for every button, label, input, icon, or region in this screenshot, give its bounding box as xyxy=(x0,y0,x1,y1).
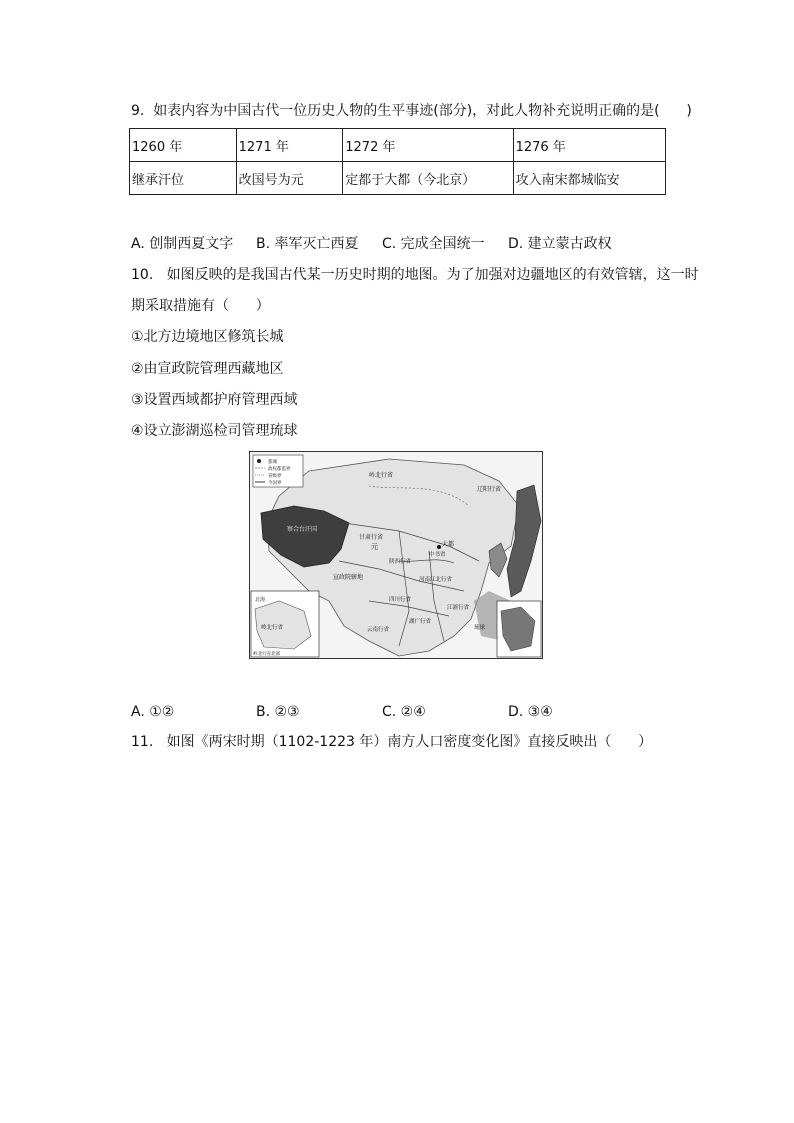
legend-national: 今国界 xyxy=(268,481,282,486)
table-cell-event: 继承汗位 xyxy=(130,162,237,195)
q10-option-c: C. ②④ xyxy=(382,704,426,720)
label-dadu: 大都 xyxy=(442,541,455,548)
table-cell-event: 改国号为元 xyxy=(236,162,343,195)
q10-item-4: ④设立澎湖巡检司管理琉球 xyxy=(131,423,298,439)
q10-option-d: D. ③④ xyxy=(508,704,553,720)
q10-item-3: ③设置西域都护府管理西域 xyxy=(131,392,298,408)
label-chagatai: 察合台汗国 xyxy=(287,526,318,533)
table-row xyxy=(130,162,666,195)
label-xuanzheng: 宣政院辖地 xyxy=(333,574,364,581)
table-cell-event: 定都于大都（今北京） xyxy=(343,162,513,195)
label-liaoyang: 辽阳行省 xyxy=(477,486,502,493)
q9-option-a: A. 创制西夏文字 xyxy=(131,236,234,252)
q9-stem: 9. 如表内容为中国古代一位历史人物的生平事迹(部分)，对此人物补充说明正确的是( ) xyxy=(131,103,692,119)
inset-region-label: 北海 xyxy=(255,597,266,603)
table-cell-year: 1276 年 xyxy=(513,129,665,162)
q10-stem-line2: 期采取措施有（ ） xyxy=(131,298,270,314)
q10-option-a: A. ①② xyxy=(131,704,175,720)
inset-province-label: 岭北行省 xyxy=(261,625,284,631)
capital-marker xyxy=(437,545,441,549)
q9-option-d: D. 建立蒙古政权 xyxy=(508,236,612,252)
label-huguang: 湖广行省 xyxy=(409,619,432,625)
inset-title: 岭北行省北部 xyxy=(253,652,280,657)
label-liuqiu: 琉球 xyxy=(474,625,486,631)
label-lingbei: 岭北行省 xyxy=(369,472,394,479)
q11-stem: 11. 如图《两宋时期（1102-1223 年）南方人口密度变化图》直接反映出（ ） xyxy=(131,734,653,750)
legend-province: 省级界 xyxy=(268,474,282,479)
label-ganzhou: 甘肃行省 xyxy=(359,534,384,541)
legend-border: 政权都监界 xyxy=(268,467,291,472)
table-row xyxy=(130,129,666,162)
q10-item-2: ②由宣政院管理西藏地区 xyxy=(131,361,284,377)
label-sichuan: 四川行省 xyxy=(389,597,412,603)
table-cell-year: 1272 年 xyxy=(343,129,513,162)
q9-option-c: C. 完成全国统一 xyxy=(382,236,485,252)
q10-stem-line1: 10. 如图反映的是我国古代某一历史时期的地图。为了加强对边疆地区的有效管辖，这一时 xyxy=(131,267,699,283)
label-henan: 河南江北行省 xyxy=(419,577,453,583)
q10-option-b: B. ②③ xyxy=(256,704,300,720)
q9-table xyxy=(129,128,666,195)
label-shaanxi: 陕西行省 xyxy=(389,559,412,565)
label-zhongshu: 中书省 xyxy=(429,552,446,558)
q10-item-1: ①北方边境地区修筑长城 xyxy=(131,329,284,345)
q9-option-b: B. 率军灭亡西夏 xyxy=(256,236,359,252)
label-yuan: 元 xyxy=(371,543,378,551)
table-cell-year: 1271 年 xyxy=(236,129,343,162)
legend-capital: 都城 xyxy=(268,460,277,465)
table-cell-event: 攻入南宋都城临安 xyxy=(513,162,665,195)
label-jiangzhe: 江浙行省 xyxy=(447,605,470,611)
table-cell-year: 1260 年 xyxy=(130,129,237,162)
yuan-map xyxy=(249,451,543,659)
label-yunnan: 云南行省 xyxy=(367,627,390,633)
